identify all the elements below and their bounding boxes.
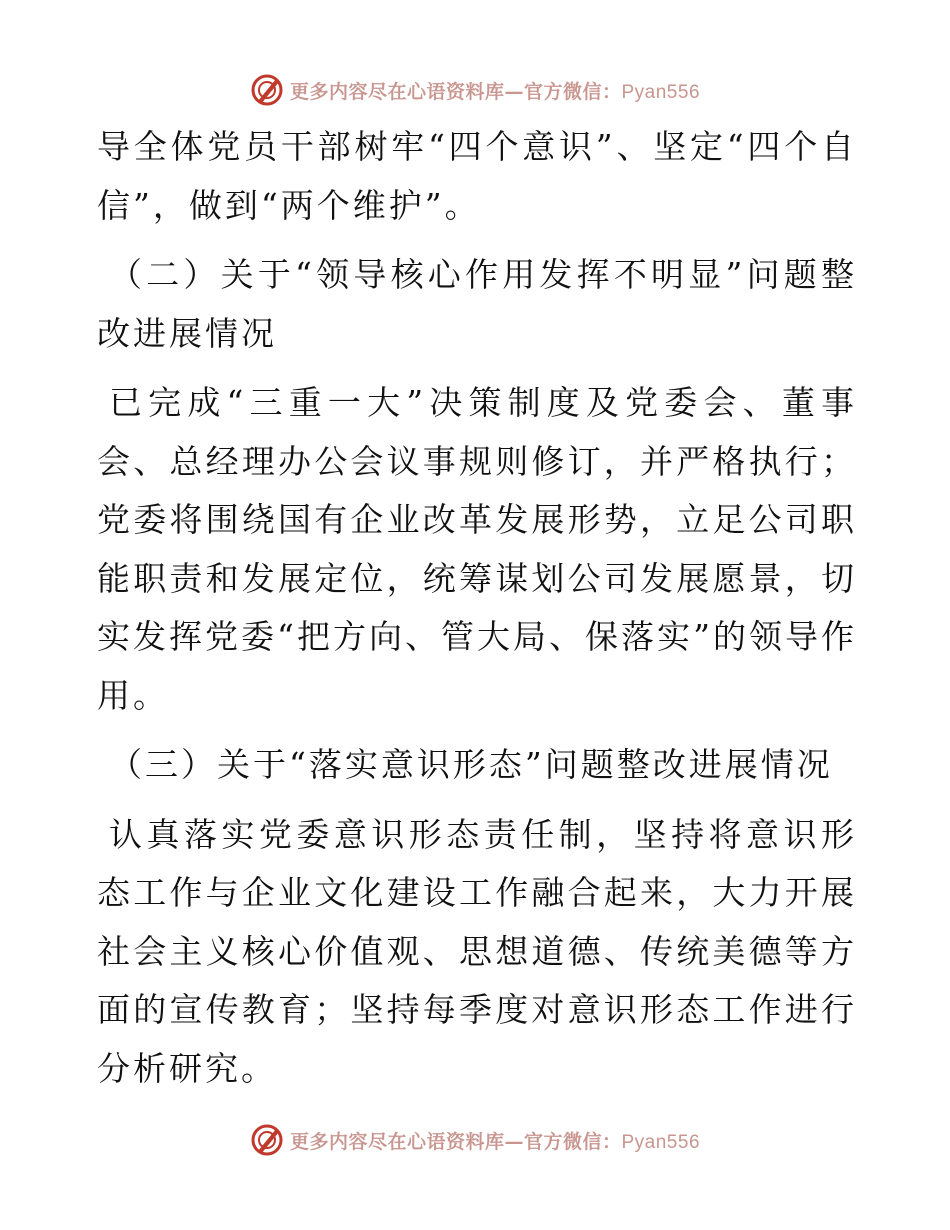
paragraph-section-3: 认真落实党委意识形态责任制，坚持将意识形态工作与企业文化建设工作融合起来，大力开展社会主义核心价值观、思想道德、传统美德等方面的宣传教育；坚持每季度对意识形态工作进行分析研究。 (97, 814, 857, 1088)
red-pen-circle-icon (250, 1123, 284, 1157)
header-watermark (0, 70, 950, 110)
red-pen-circle-icon (250, 73, 284, 107)
watermark-wechat-id: Pyan556 (621, 1131, 701, 1153)
footer-watermark (0, 1120, 950, 1160)
section-heading-3: （三）关于“落实意识形态”问题整改进展情况 (109, 745, 833, 784)
watermark-text: 更多内容尽在心语资料库—官方微信：Pyan556 (289, 1130, 701, 1153)
paragraph-continuation: 导全体党员干部树牢“四个意识”、坚定“四个自信”，做到“两个维护”。 (97, 127, 857, 225)
document-body (97, 118, 857, 1098)
paragraph-section-2: 已完成“三重一大”决策制度及党委会、董事会、总经理办公会议事规则修订，并严格执行；党委将围绕国有企业改革发展形势，立足公司职能职责和发展定位，统筹谋划公司发展愿景，切实发挥党委“把方向、管大局、保落实”的领导作用。 (97, 383, 857, 715)
section-heading-2: （二）关于“领导核心作用发挥不明显”问题整改进展情况 (97, 255, 857, 353)
watermark-wechat-id: Pyan556 (621, 81, 701, 103)
watermark-text: 更多内容尽在心语资料库—官方微信：Pyan556 (289, 80, 701, 103)
